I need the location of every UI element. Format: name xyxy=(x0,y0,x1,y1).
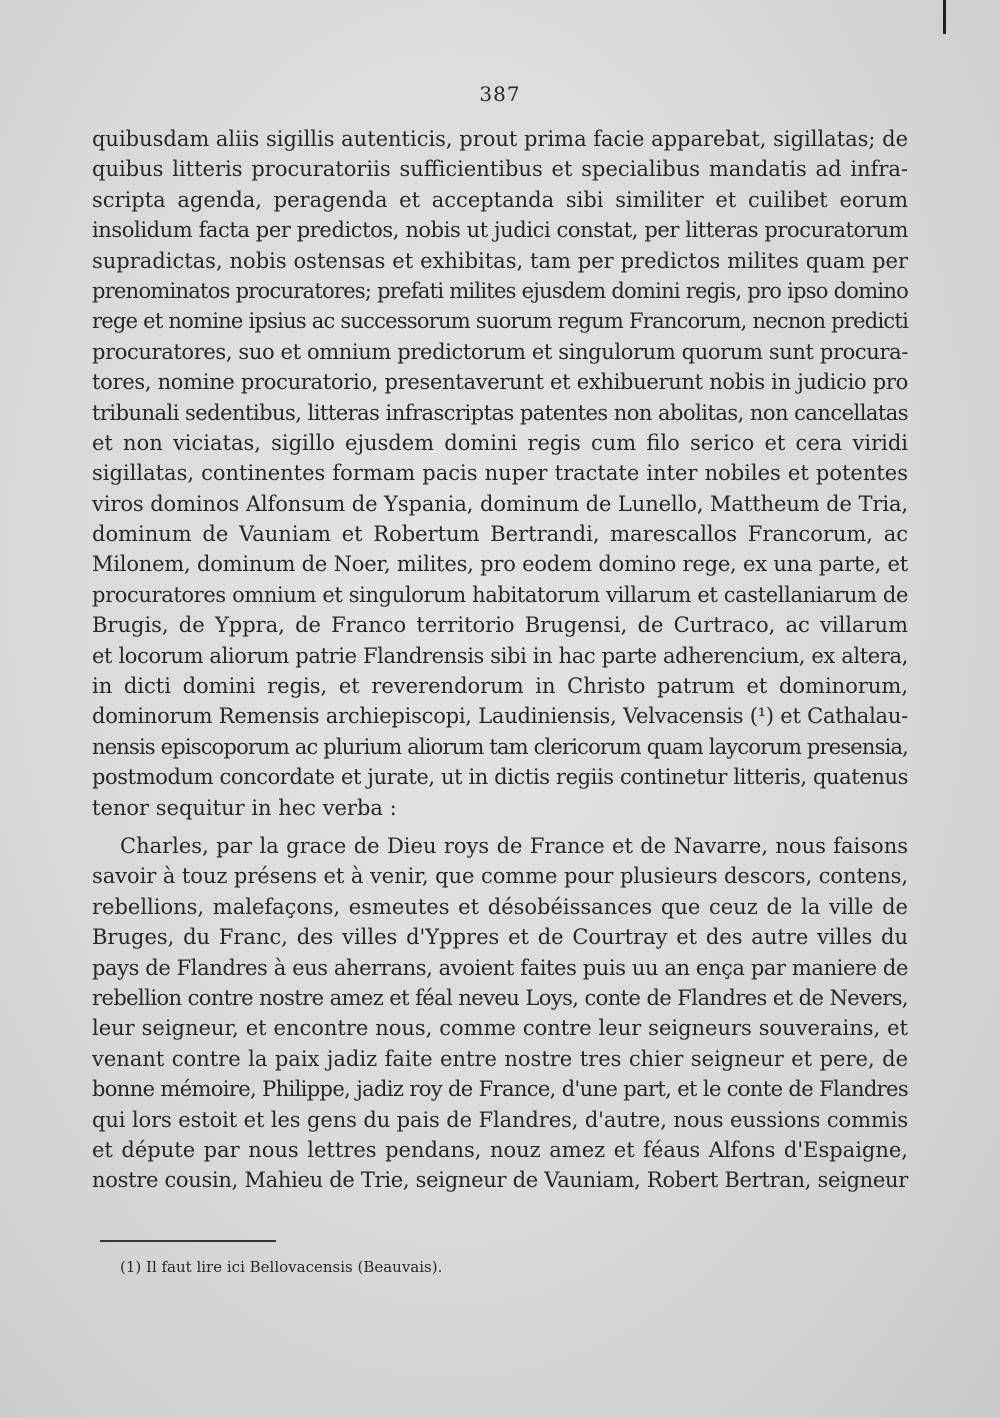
text-line: bonne mémoire, Philippe, jadiz roy de France, d'une part, et le conte de Flandres xyxy=(92,1077,908,1102)
text-line: scripta agenda, peragenda et acceptanda sibi similiter et cuilibet eorum xyxy=(92,187,908,212)
text-line: Charles, par la grace de Dieu roys de France et de Navarre, nous faisons xyxy=(120,833,908,858)
text-line: Milonem, dominum de Noer, milites, pro eodem domino rege, ex una parte, et xyxy=(92,552,908,577)
text-line: supradictas, nobis ostensas et exhibitas, tam per predictos milites quam per xyxy=(92,248,908,273)
text-line: postmodum concordate et jurate, ut in dictis regiis continetur litteris, quatenus xyxy=(92,765,908,790)
text-line: nensis episcoporum ac plurium aliorum tam clericorum quam laycorum presensia, xyxy=(92,734,908,759)
text-line: et députe par nous lettres pendans, nouz amez et féaus Alfons d'Espaigne, xyxy=(92,1137,908,1162)
text-line: quibusdam aliis sigillis autenticis, prout prima facie apparebat, sigillatas; de xyxy=(92,127,908,151)
paragraph-latin xyxy=(92,124,908,823)
text-line: venant contre la paix jadiz faite entre nostre tres chier seigneur et pere, de xyxy=(92,1046,908,1071)
text-line: prenominatos procuratores; prefati milites ejusdem domini regis, pro ipso domino xyxy=(92,278,909,303)
text-line: Brugis, de Yppra, de Franco territorio Brugensi, de Curtraco, ac villarum xyxy=(92,613,908,638)
text-line: Bruges, du Franc, des villes d'Yppres et de Courtray et des autre villes du xyxy=(92,925,908,950)
text-line: qui lors estoit et les gens du pais de Flandres, d'autre, nous eussions commis xyxy=(92,1107,908,1132)
text-line: procuratores omnium et singulorum habitatorum villarum et castellaniarum de xyxy=(92,582,909,607)
text-line: nostre cousin, Mahieu de Trie, seigneur de Vauniam, Robert Bertran, seigneur xyxy=(92,1168,908,1193)
text-line: tores, nomine procuratorio, presentaverunt et exhibuerunt nobis in judicio pro xyxy=(92,370,908,395)
text-line: viros dominos Alfonsum de Yspania, dominum de Lunello, Mattheum de Tria, xyxy=(92,491,908,516)
text-line: quibus litteris procuratoriis sufficientibus et specialibus mandatis ad infra- xyxy=(92,157,908,182)
text-line: dominum de Vauniam et Robertum Bertrandi, marescallos Francorum, ac xyxy=(92,522,908,547)
text-line: rege et nomine ipsius ac successorum suorum regum Francorum, necnon predicti xyxy=(92,309,909,334)
text-line: procuratores, suo et omnium predictorum et singulorum quorum sunt procura- xyxy=(92,339,908,364)
text-line: tribunali sedentibus, litteras infrascriptas patentes non abolitas, non cancellatas xyxy=(92,400,909,425)
footnote-divider xyxy=(100,1240,276,1242)
text-line: tenor sequitur in hec verba : xyxy=(92,795,397,820)
text-line: dominorum Remensis archiepiscopi, Laudiniensis, Velvacensis (¹) et Cathalau- xyxy=(92,704,909,729)
paragraph-gap xyxy=(92,823,908,831)
text-line: leur seigneur, et encontre nous, comme contre leur seigneurs souverains, et xyxy=(92,1016,908,1041)
text-line: savoir à touz présens et à venir, que comme pour plusieurs descors, contens, xyxy=(92,864,908,889)
text-line: rebellion contre nostre amez et féal neveu Loys, conte de Flandres et de Nevers, xyxy=(92,985,909,1010)
page-number: 387 xyxy=(479,82,521,106)
edge-mark xyxy=(943,0,946,34)
text-line: rebellions, malefaçons, esmeutes et désobéissances que ceuz de la ville de xyxy=(92,894,908,919)
paragraph-french xyxy=(92,831,908,1196)
text-line: insolidum facta per predictos, nobis ut judici constat, per litteras procuratorum xyxy=(92,218,908,243)
text-line: et locorum aliorum patrie Flandrensis sibi in hac parte adherencium, ex altera, xyxy=(92,643,908,668)
text-line: sigillatas, continentes formam pacis nuper tractate inter nobiles et potentes xyxy=(92,461,908,486)
text-line: et non viciatas, sigillo ejusdem domini regis cum filo serico et cera viridi xyxy=(92,430,908,455)
text-line: pays de Flandres à eus aherrans, avoient faites puis uu an ença par maniere de xyxy=(92,955,908,980)
footnote: (1) Il faut lire ici Bellovacensis (Beauvais). xyxy=(120,1258,443,1276)
body-text xyxy=(92,124,908,1196)
text-line: in dicti domini regis, et reverendorum in Christo patrum et dominorum, xyxy=(92,674,908,699)
